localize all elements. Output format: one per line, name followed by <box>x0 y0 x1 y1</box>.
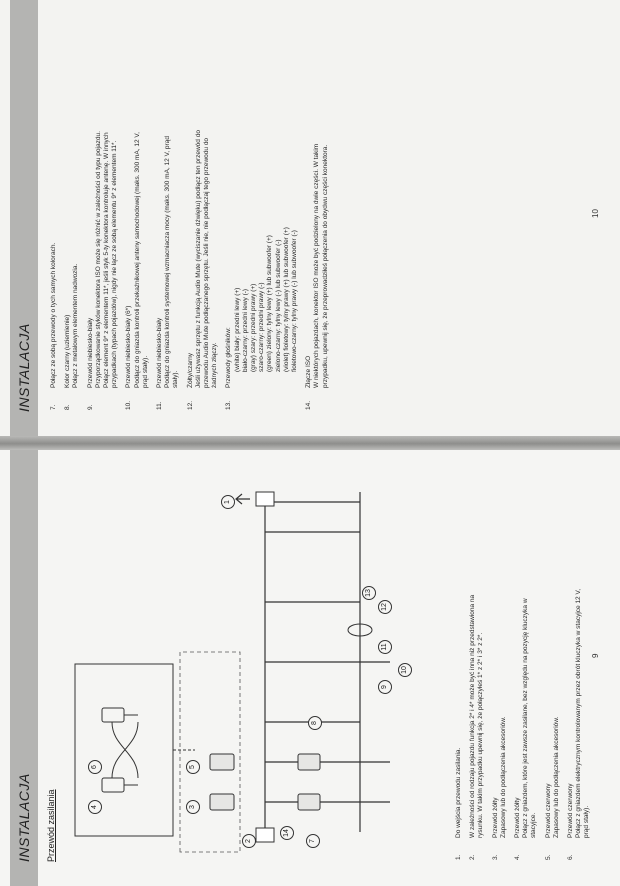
list-item <box>455 470 463 862</box>
list-item <box>87 20 120 412</box>
instruction-list-left <box>455 470 592 862</box>
item-number: 5. <box>544 854 552 860</box>
callout-13: 13 <box>362 586 376 600</box>
callout-8: 8 <box>308 716 322 730</box>
callout-14: 14 <box>280 826 294 840</box>
list-item <box>125 20 150 412</box>
item-line: Przewód czerwony <box>544 783 552 838</box>
item-line: Połącz z gniazdem elektrycznym kontrolowanym przez obrót kluczyka w stacyjce 12 V, <box>575 588 583 838</box>
callout-5: 5 <box>186 760 200 774</box>
list-item <box>469 470 485 862</box>
item-line: Przewód żółty <box>514 797 522 838</box>
item-number: 3. <box>491 854 499 860</box>
speaker-wire-line: biało-czarny: przedni lewy (-) <box>241 288 249 372</box>
item-line: Zapasowy lub do podłączenia akcesoriów. <box>499 716 507 838</box>
header-band <box>10 450 38 886</box>
item-line: stacyjce. <box>530 812 538 838</box>
callout-3: 3 <box>186 800 200 814</box>
item-line: Połącz z metalowym elementem nadwozia. <box>72 263 80 388</box>
page-number: 9 <box>591 653 600 658</box>
page-header-title: INSTALACJA <box>16 323 32 412</box>
item-line: Przewód żółty <box>491 797 499 838</box>
callout-6: 6 <box>88 760 102 774</box>
item-number: 10. <box>125 400 133 410</box>
item-line: Jeśli używasz sprzętu z funkcją Audio Mute (wyciszanie dźwięku) podłącz ten przewód do <box>194 130 202 388</box>
speaker-wire-line: (violet) fioletowy: tylny prawy (+) lub subwoofer (+) <box>282 227 290 372</box>
harness-lines <box>265 492 390 832</box>
page-number: 10 <box>591 209 600 218</box>
speaker-wire-line: (green) zielony: tylny lewy (+) lub subwoofer (+) <box>266 235 274 372</box>
item-line: Do wejścia przewodu zasilania. <box>455 747 462 838</box>
item-line: Przewód niebiesko-biały (6*) <box>125 305 133 388</box>
list-item <box>187 20 220 412</box>
list-item <box>64 20 80 412</box>
item-line: Połącz ze sobą przewody o tych samych kolorach. <box>50 242 57 388</box>
list-item <box>225 20 299 412</box>
list-item <box>545 470 561 862</box>
item-line: przypadkach (typach pojazdów), nigdy nie łącz ze sobą elementu 9* z elementem 11*. <box>111 140 119 388</box>
item-number: 7. <box>50 404 57 410</box>
callout-1: 1 <box>221 495 235 509</box>
speaker-wire-line: zielono-czarny: tylny lewy (-) lub subwoofer (-) <box>274 239 282 372</box>
item-number: 2. <box>469 854 477 860</box>
item-line: Przyporządkowanie styków konektora ISO może się różnić w zależności od typu pojazdu. <box>94 131 102 388</box>
item-line: Kolor czarny (uziemienie) <box>64 314 72 388</box>
item-line: W niektórych pojazdach, konektor ISO może być podzielony na dwie części. W takim <box>313 143 321 388</box>
item-line: Złącze ISO <box>305 355 313 388</box>
item-line: Przewód niebiesko-biały <box>156 317 164 388</box>
list-item <box>50 20 58 412</box>
item-number: 9. <box>86 404 94 410</box>
callout-9: 9 <box>378 680 392 694</box>
list-item <box>514 470 539 862</box>
dashed-frame <box>180 652 240 852</box>
callout-12: 12 <box>378 600 392 614</box>
item-line: Przewód czerwony <box>567 783 575 838</box>
instruction-list-right <box>50 20 330 412</box>
callout-11: 11 <box>378 640 392 654</box>
item-number: 6. <box>567 854 575 860</box>
header-band <box>10 0 38 436</box>
item-line: Połącz z gniazdem, które jest zawsze zasilane, bez względu na pozycję kluczyka w <box>522 598 530 838</box>
item-number: 13. <box>225 400 233 410</box>
speaker-wire-line: szaro-czarny: przedni prawy (-) <box>258 282 266 372</box>
list-item <box>567 470 592 862</box>
list-item <box>492 470 508 862</box>
page-left <box>0 450 620 886</box>
item-line: prąd stały). <box>583 805 591 838</box>
item-line: przypadku, upewnij się, że przeprowadziłeś połączenia do obydwu części konektora. <box>321 144 329 388</box>
item-line: żadnych złączy. <box>211 342 219 388</box>
item-number: 1. <box>455 854 462 860</box>
iso-block-left <box>256 828 274 842</box>
section-subheading: Przewód zasilania <box>46 789 56 862</box>
item-number: 8. <box>64 404 72 410</box>
list-item <box>305 20 330 412</box>
list-item <box>156 20 181 412</box>
book-gutter <box>0 436 620 450</box>
item-line: Połącz element 9* z elementem 11*, jeśli styk 5-ty konektora kontroluje antenę. W innych <box>103 132 111 388</box>
item-line: Zapasowy lub do podłączenia akcesoriów. <box>552 716 560 838</box>
wiring-diagram <box>60 462 445 862</box>
item-line: przewodu Audio Mute podłączanego sprzętu. Jeśli nie, nie podłączaj tego przewodu do <box>203 137 211 388</box>
connector-pair-upper <box>102 708 138 792</box>
item-line: Podłącz do gniazda kontroli systemowej wzmacniacza mocy (maks. 300 mA, 12 V, prąd <box>164 136 172 388</box>
item-line: Przewód niebiesko-biały <box>86 317 94 388</box>
item-line: prąd stały). <box>141 355 149 388</box>
item-number: 14. <box>305 400 313 410</box>
item-number: 12. <box>186 400 194 410</box>
item-line: rysunku. W takim przypadku upewnij się, że połączyłeś 1* z 2* i 3* z 2*. <box>477 632 485 838</box>
input-arrow <box>236 494 250 504</box>
callout-4: 4 <box>88 800 102 814</box>
speaker-wire-line: fioletowo-czarny: tylny prawy (-) lub subwoofer (-) <box>291 230 299 372</box>
callout-7: 7 <box>306 834 320 848</box>
page-right <box>0 0 620 436</box>
speaker-wire-line: (gray) szary: przedni prawy (+) <box>250 283 258 372</box>
callout-10: 10 <box>398 663 412 677</box>
item-line: stały). <box>172 370 180 388</box>
item-number: 4. <box>514 854 522 860</box>
page-header-title: INSTALACJA <box>16 773 32 862</box>
callout-2: 2 <box>242 834 256 848</box>
item-line: W zależności od rodzaju pojazdu funkcja 2* i 4* może być inna niż przedstawiona na <box>469 594 477 838</box>
item-number: 11. <box>156 401 164 410</box>
iso-block-right <box>256 492 274 506</box>
wiring-diagram-drawing <box>60 462 445 862</box>
speaker-wire-line: (white) biały: przedni lewy (+) <box>233 287 241 372</box>
item-line: Podłącz do gniazda kontroli przekaźnikowej anteny samochodowej (maks. 300 mA, 12 V, <box>133 132 141 388</box>
item-line: Żółty/czarny <box>186 352 194 388</box>
item-line: Przewody głośników: <box>225 327 233 388</box>
